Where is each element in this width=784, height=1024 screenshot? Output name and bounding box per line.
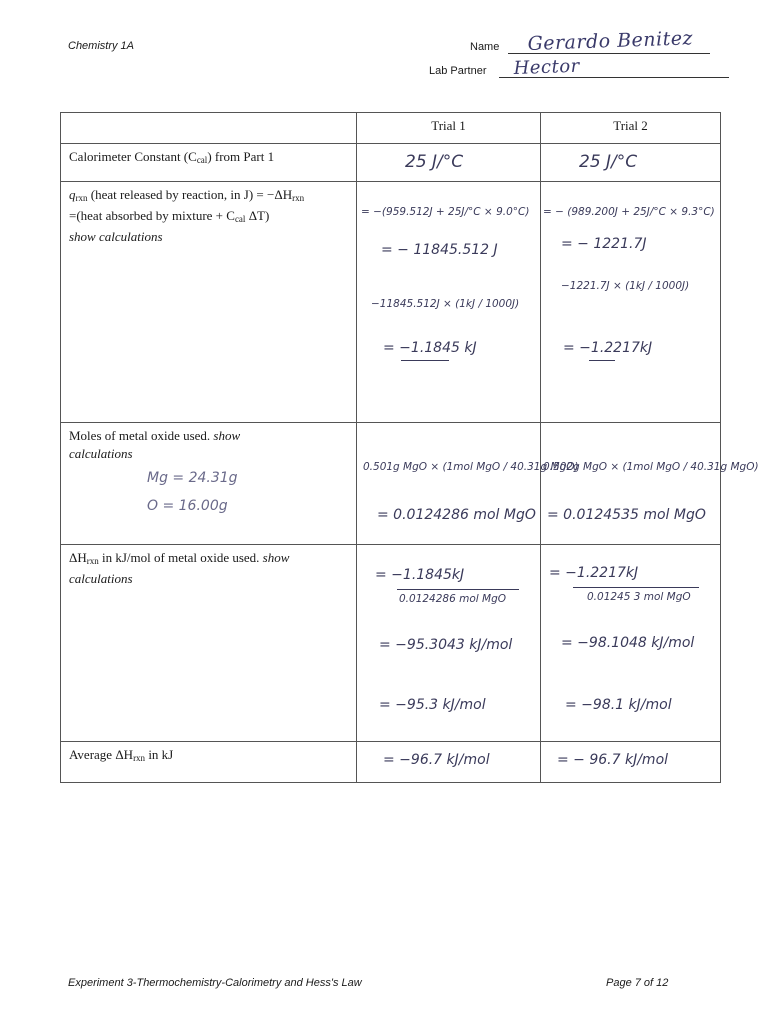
dhrxn-trial1-unrounded: = −95.3043 kJ/mol: [379, 637, 513, 653]
average-label: Average $\Delta H_{rxn}$ in kJ: [61, 742, 357, 783]
qrxn-trial2-setup: = − (989.200J + 25J/°C × 9.3°C): [543, 206, 715, 218]
moles-trial1-cell: [357, 423, 579, 545]
qrxn-trial2-conversion: −1221.7J × (1kJ / 1000J): [561, 280, 690, 292]
dhrxn-label: $\Delta H_{rxn}$ in kJ/mol of metal oxide used. show calculations: [61, 545, 357, 742]
lab-partner-field: [429, 55, 729, 80]
table-header-row: [61, 113, 721, 144]
moles-trial1-result: = 0.0124286 mol MgO: [377, 507, 536, 523]
average-trial1-value: = −96.7 kJ/mol: [383, 752, 490, 768]
moles-trial2-cell: [541, 423, 759, 545]
calorimeter-trial1-cell: [357, 144, 541, 182]
moles-trial2-result: = 0.0124535 mol MgO: [547, 507, 706, 523]
dhrxn-trial1-rounded: = −95.3 kJ/mol: [379, 697, 486, 713]
calorimeter-label: Calorimeter Constant $(C_{cal})$ from Part 1: [61, 144, 357, 182]
calorimeter-row: [61, 144, 721, 182]
qrxn-label: $q_{rxn}$ (heat released by reaction, in $J) = -\Delta H_{rxn}$ =(heat absorbed by mixture + $C_{cal}$ ΔT) show calculations: [61, 182, 357, 423]
header-blank-cell: [61, 113, 357, 144]
name-field: [470, 27, 710, 56]
qrxn-trial2-joules: = − 1221.7J: [561, 236, 647, 252]
average-trial2-value: = − 96.7 kJ/mol: [557, 752, 669, 768]
qrxn-trial1-underline: [401, 360, 449, 361]
dhrxn-trial2-numerator: = −1.2217kJ: [549, 565, 639, 581]
qrxn-trial2-kj: = −1.2217kJ: [563, 340, 653, 356]
name-label: Name: [470, 41, 500, 53]
dhrxn-trial2-cell: [541, 545, 721, 742]
name-value: Gerardo Benitez: [527, 27, 694, 55]
lab-partner-label: Lab Partner: [429, 65, 487, 77]
course-title: Chemistry 1A: [68, 40, 135, 52]
qrxn-row: [61, 182, 721, 423]
moles-row: [61, 423, 721, 545]
average-row: [61, 742, 721, 783]
calorimeter-trial2-cell: [541, 144, 721, 182]
trial1-header: Trial 1: [357, 113, 541, 144]
o-molar-mass-note: O = 16.00g: [147, 498, 228, 514]
dhrxn-trial1-numerator: = −1.1845kJ: [375, 567, 465, 583]
dhrxn-trial1-denominator: 0.0124286 mol MgO: [399, 593, 507, 605]
footer-experiment-title: Experiment 3-Thermochemistry-Calorimetry and Hess's Law: [68, 977, 362, 989]
trial2-header: Trial 2: [541, 113, 721, 144]
qrxn-trial2-cell: [541, 182, 721, 423]
qrxn-trial1-cell: [357, 182, 541, 423]
dhrxn-trial2-denominator: 0.01245 3 mol MgO: [587, 591, 691, 603]
dhrxn-row: [61, 545, 721, 742]
moles-trial2-setup: 0.502g MgO × (1mol MgO / 40.31g MgO): [543, 461, 759, 473]
calorimeter-trial1-value: 25 J/°C: [405, 152, 464, 172]
dhrxn-trial1-cell: [357, 545, 541, 742]
dhrxn-trial2-rounded: = −98.1 kJ/mol: [565, 697, 672, 713]
dhrxn-trial2-fraction-bar: [573, 587, 699, 588]
results-table: [60, 112, 759, 783]
moles-label: Moles of metal oxide used. show calculations Mg = 24.31g O = 16.00g: [61, 423, 357, 545]
qrxn-trial2-underline: [589, 360, 615, 361]
qrxn-trial1-setup: = −(959.512J + 25J/°C × 9.0°C): [361, 206, 530, 218]
qrxn-trial1-kj: = −1.1845 kJ: [383, 340, 477, 356]
average-trial2-cell: [541, 742, 721, 783]
mg-molar-mass-note: Mg = 24.31g: [147, 470, 238, 486]
dhrxn-trial2-unrounded: = −98.1048 kJ/mol: [561, 635, 695, 651]
average-trial1-cell: [357, 742, 541, 783]
dhrxn-trial1-fraction-bar: [397, 589, 519, 590]
qrxn-trial1-joules: = − 11845.512 J: [381, 242, 498, 258]
moles-trial1-setup: 0.501g MgO × (1mol MgO / 40.31g MgO): [363, 461, 579, 473]
calorimeter-trial2-value: 25 J/°C: [579, 152, 638, 172]
footer-page-number: Page 7 of 12: [606, 977, 669, 989]
lab-partner-value: Hector: [513, 55, 581, 79]
qrxn-trial1-conversion: −11845.512J × (1kJ / 1000J): [371, 298, 520, 310]
